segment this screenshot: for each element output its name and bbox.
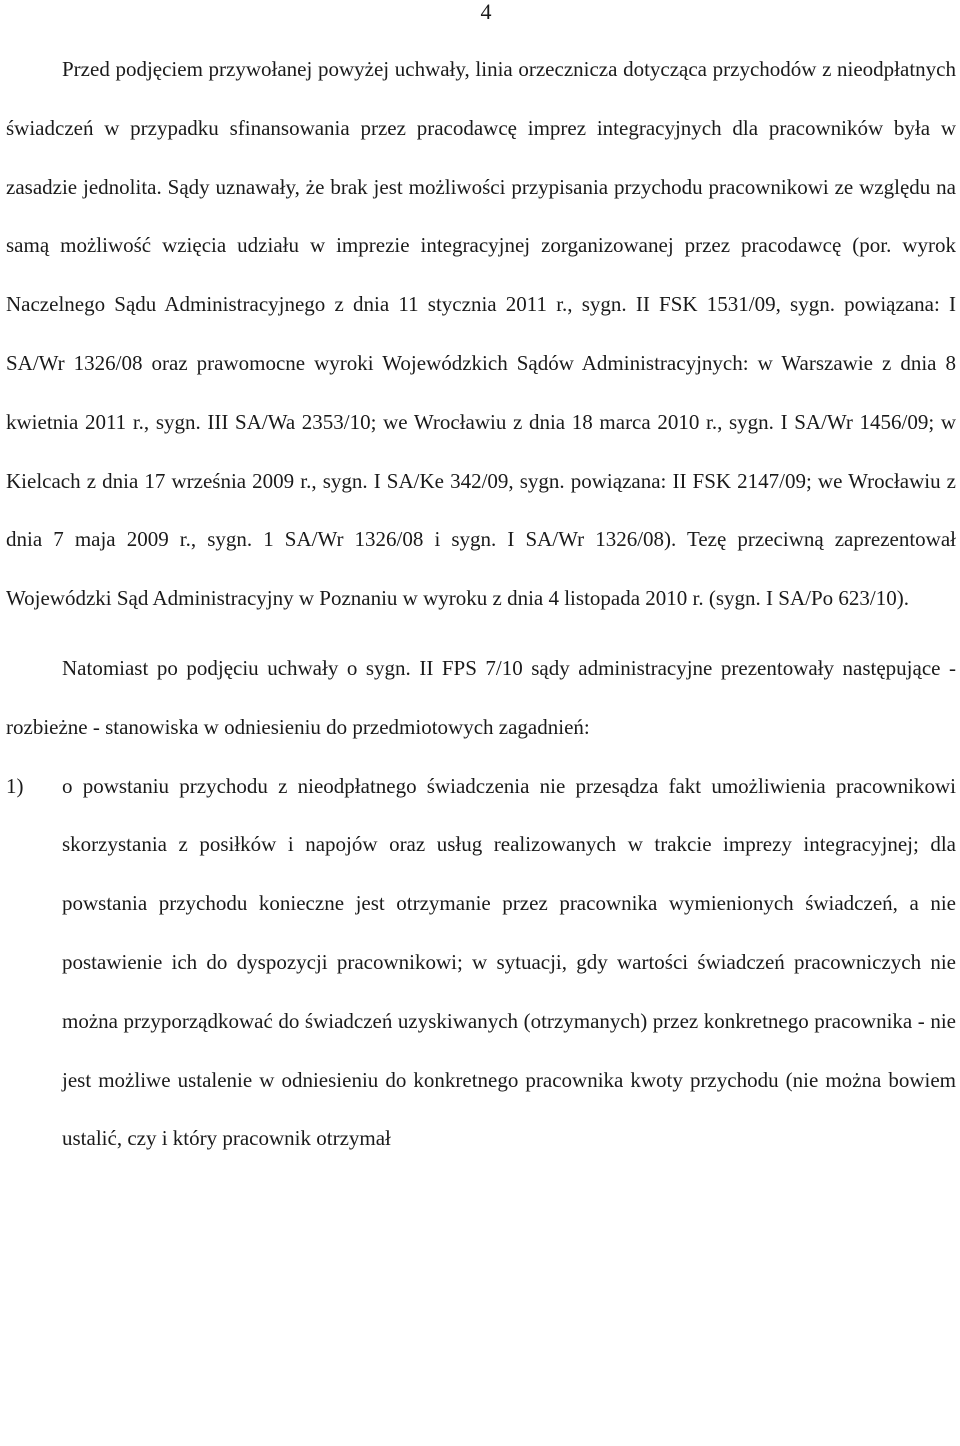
paragraph-divergent-positions: Natomiast po podjęciu uchwały o sygn. II FPS 7/10 sądy administracyjne prezentowały następujące - rozbieżne - stanowiska w odniesieniu do przedmiotowych zagadnień: [6, 655, 956, 739]
paragraph-gap [6, 628, 956, 639]
paragraph-case-law: Przed podjęciem przywołanej powyżej uchwały, linia orzecznicza dotycząca przychodów z nieodpłatnych świadczeń w przypadku sfinansowania przez pracodawcę imprez integracyjnych dla pracowników była w zasadzie jednolita. Sądy uznawały, że brak jest możliwości przypisania przychodu pracownikowi ze względu na samą możliwość wzięcia udziału w imprezie integracyjnej zorganizowanej przez pracodawcę (por. wyrok Naczelnego Sądu Administracyjnego z dnia 11 stycznia 2011 r., sygn. II FSK 1531/09, sygn. powiązana: I SA/Wr 1326/08 oraz prawomocne wyroki Wojewódzkich Sądów Administracyjnych: w Warszawie z dnia 8 kwietnia 2011 r., sygn. III SA/Wa 2353/10; we Wrocławiu z dnia 18 marca 2010 r., sygn. I SA/Wr 1456/09; w Kielcach z dnia 17 września 2009 r., sygn. I SA/Ke 342/09, sygn. powiązana: II FSK 2147/09; we Wrocławiu z dnia 7 maja 2009 r., sygn. 1 SA/Wr 1326/08 i sygn. I SA/Wr 1326/08). Tezę przeciwną zaprezentował Wojewódzki Sąd Administracyjny w Poznaniu w wyroku z dnia 4 listopada 2010 r. (sygn. I SA/Po 623/10). [6, 57, 956, 611]
list-item-number: 1) [6, 773, 24, 798]
list-item [6, 757, 956, 1169]
document-body [6, 40, 956, 1168]
page-number: 4 [480, 0, 492, 24]
list-item-text: o powstaniu przychodu z nieodpłatnego świadczenia nie przesądza fakt umożliwienia pracownikowi skorzystania z posiłków i napojów oraz usług realizowanych w trakcie imprezy integracyjnej; dla powstania przychodu konieczne jest otrzymanie przez pracownika wymienionych świadczeń, a nie postawienie ich do dyspozycji pracownikowi; w sytuacji, gdy wartości świadczeń pracowniczych nie można przyporządkować do świadczeń uzyskiwanych (otrzymanych) przez konkretnego pracownika - nie jest możliwe ustalenie w odniesieniu do konkretnego pracownika kwoty przychodu (nie można bowiem ustalić, czy i który pracownik otrzymał [62, 773, 956, 1151]
